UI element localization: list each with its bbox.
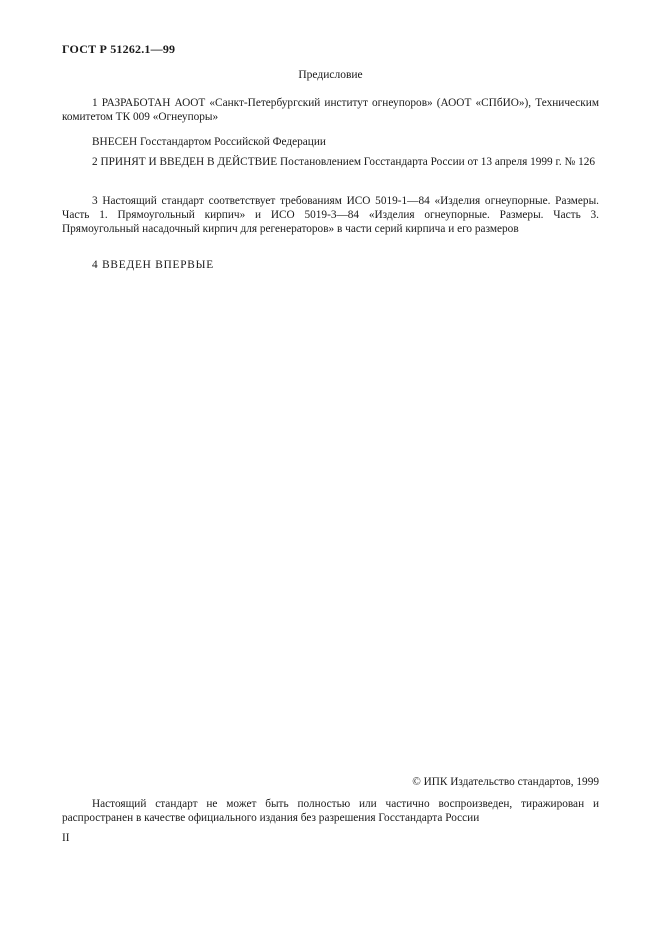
preface-title: Предисловие <box>298 69 363 81</box>
reproduction-notice: Настоящий стандарт не может быть полностью или частично воспроизведен, тиражирован и распространен в качестве официального издания без разрешения Госстандарта России <box>62 798 599 824</box>
preface-item-conformity: 3 Настоящий стандарт соответствует требованиям ИСО 5019-1—84 «Изделия огнеупорные. Размеры. Часть 1. Прямоугольный кирпич» и ИСО 5019-3—84 «Изделия огнеупорные. Размеры. Часть 3. Прямоугольный насадочный кирпич для регенераторов» в части серий кирпича и его размеров <box>62 195 599 235</box>
document-code-header: ГОСТ Р 51262.1—99 <box>62 42 176 56</box>
preface-item-developed: 1 РАЗРАБОТАН АООТ «Санкт-Петербургский институт огнеупоров» (АООТ «СПбИО»), Техническим комитетом ТК 009 «Огнеупоры» <box>62 97 599 123</box>
preface-item-first-introduced <box>62 258 599 272</box>
copyright-line: © ИПК Издательство стандартов, 1999 <box>412 776 599 788</box>
page-number: II <box>62 832 70 844</box>
first-introduced-text: 4 ВВЕДЕН ВПЕРВЫЕ <box>92 259 214 271</box>
preface-item-introduced: ВНЕСЕН Госстандартом Российской Федерации <box>92 136 326 148</box>
preface-item-adopted: 2 ПРИНЯТ И ВВЕДЕН В ДЕЙСТВИЕ Постановлением Госстандарта России от 13 апреля 1999 г. № 126 <box>92 156 596 168</box>
